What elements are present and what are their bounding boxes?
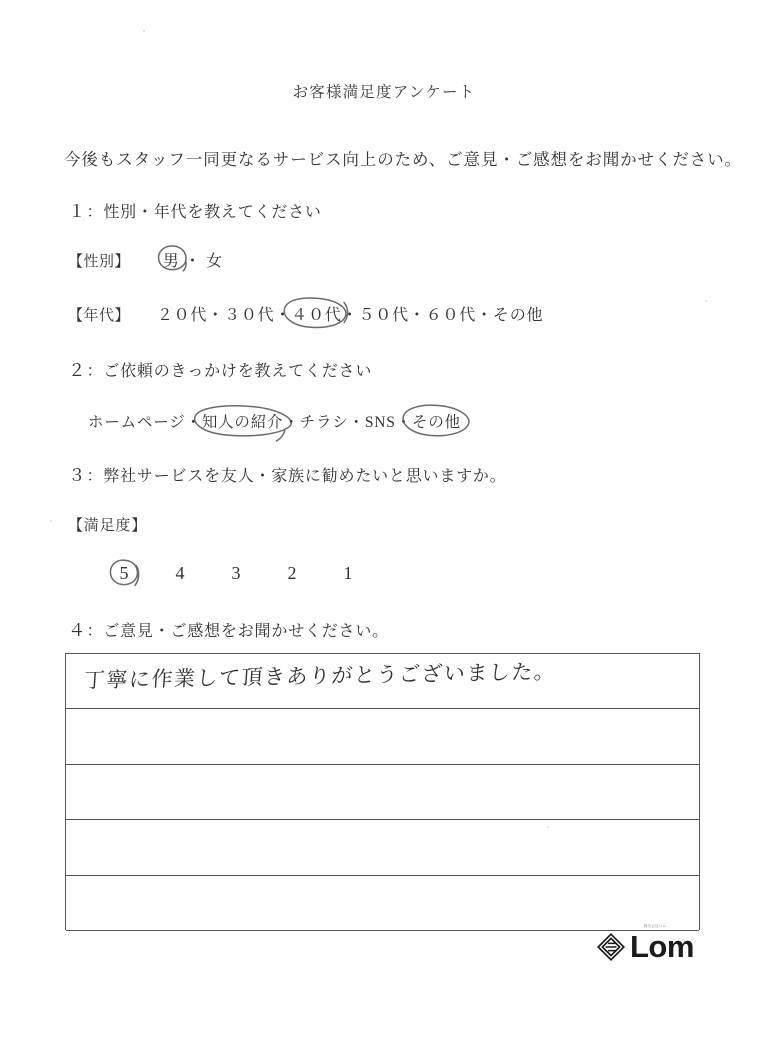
age-option-30s-label: ３０代: [224, 307, 275, 324]
age-option-20s[interactable]: [157, 302, 207, 325]
source-options: [88, 410, 461, 432]
rating-option-5[interactable]: [96, 563, 152, 584]
rating-option-2-label: 2: [287, 563, 297, 583]
source-option-flyer[interactable]: [300, 410, 349, 432]
comment-row[interactable]: [66, 709, 699, 764]
question-3-number: ３: [68, 465, 87, 485]
source-option-referral-label: 知人の紹介: [201, 414, 284, 431]
age-sep-2: ・: [274, 307, 292, 324]
age-options: [157, 302, 544, 325]
age-option-40s-label: ４０代: [291, 307, 342, 324]
age-option-50s[interactable]: [358, 302, 408, 325]
logo-tagline: 株式会社ロム: [644, 924, 667, 928]
rating-option-3-label: 3: [231, 563, 241, 583]
gender-option-female[interactable]: [206, 248, 223, 271]
logo-wordmark: Lom: [630, 929, 694, 964]
scan-speck: [143, 30, 145, 32]
gender-option-female-label: 女: [206, 253, 223, 270]
age-option-40s[interactable]: [291, 302, 341, 325]
source-sep-2: ・: [283, 414, 300, 431]
gender-options: [145, 248, 223, 271]
source-sep-1: ・: [185, 414, 202, 431]
question-3-text: 弊社サービスを友人・家族に勧めたいと思いますか。: [103, 468, 507, 485]
question-2-separator: ：: [86, 363, 104, 380]
rating-option-5-label: 5: [119, 563, 129, 583]
question-4-separator: ：: [86, 623, 104, 640]
source-option-other[interactable]: [412, 410, 461, 432]
age-option-other-label: その他: [492, 307, 544, 324]
source-sep-3: ・: [348, 414, 365, 431]
gender-separator: ・: [184, 253, 202, 270]
scan-speck: [705, 300, 707, 302]
rating-option-2[interactable]: [264, 563, 320, 584]
age-sep-4: ・: [408, 307, 426, 324]
question-2: [68, 357, 372, 382]
satisfaction-label: 【満足度】: [68, 518, 148, 534]
question-1-number: １: [68, 201, 87, 221]
age-option-60s-label: ６０代: [425, 307, 477, 324]
age-sep-1: ・: [207, 307, 225, 324]
satisfaction-scale: [96, 563, 376, 584]
rating-option-4[interactable]: [152, 563, 208, 584]
comment-row[interactable]: [66, 876, 699, 931]
source-option-sns-label: SNS: [364, 414, 396, 431]
question-3: [68, 462, 507, 487]
source-option-sns[interactable]: [365, 414, 396, 432]
gender-label: 【性別】: [68, 254, 131, 270]
page-title: お客様満足度アンケート: [292, 84, 476, 101]
source-option-website-label: ホームページ: [88, 414, 186, 431]
age-row: [68, 302, 543, 325]
intro-text: 今後もスタッフ一同更なるサービス向上のため、ご意見・ご感想をお聞かせください。: [64, 150, 742, 169]
rating-option-1[interactable]: [320, 563, 376, 584]
rating-option-3[interactable]: [208, 563, 264, 584]
age-option-30s[interactable]: [224, 302, 274, 325]
gender-option-male[interactable]: [163, 248, 180, 271]
age-option-20s-label: ２０代: [156, 307, 208, 324]
question-3-separator: ：: [86, 468, 104, 485]
company-logo: [596, 924, 694, 964]
question-1: [68, 198, 322, 223]
question-1-separator: ：: [86, 204, 104, 221]
comment-row[interactable]: [66, 654, 699, 709]
age-sep-5: ・: [476, 307, 493, 324]
question-2-text: ご依頼のきっかけを教えてください: [103, 363, 373, 380]
scan-speck: [547, 826, 549, 828]
question-4-number: ４: [68, 620, 87, 640]
source-option-referral[interactable]: [202, 410, 284, 432]
gender-option-male-label: 男: [162, 253, 180, 270]
scan-speck: [50, 520, 52, 522]
comment-row[interactable]: [66, 820, 699, 875]
question-1-text: 性別・年代を教えてください: [103, 204, 322, 221]
age-label: 【年代】: [68, 308, 131, 324]
source-option-other-label: その他: [412, 414, 461, 431]
age-sep-3: ・: [341, 307, 359, 324]
question-4-text: ご意見・ご感想をお聞かせください。: [103, 623, 389, 640]
question-2-number: ２: [68, 360, 87, 380]
comment-table[interactable]: [65, 653, 700, 930]
diamond-emblem-icon: [596, 932, 626, 962]
comment-row[interactable]: [66, 765, 699, 820]
handwritten-comment: 丁寧に作業して頂きありがとうございました。: [83, 659, 558, 693]
source-option-flyer-label: チラシ: [299, 414, 349, 431]
question-4: [68, 617, 389, 642]
rating-option-1-label: 1: [343, 563, 353, 583]
logo-text-wrap: [630, 924, 694, 964]
age-option-other[interactable]: [493, 302, 543, 325]
gender-row: [68, 248, 223, 271]
source-option-website[interactable]: [88, 410, 186, 432]
age-option-50s-label: ５０代: [358, 307, 409, 324]
age-option-60s[interactable]: [426, 302, 476, 325]
source-sep-4: ・: [395, 414, 413, 431]
rating-option-4-label: 4: [175, 563, 185, 583]
